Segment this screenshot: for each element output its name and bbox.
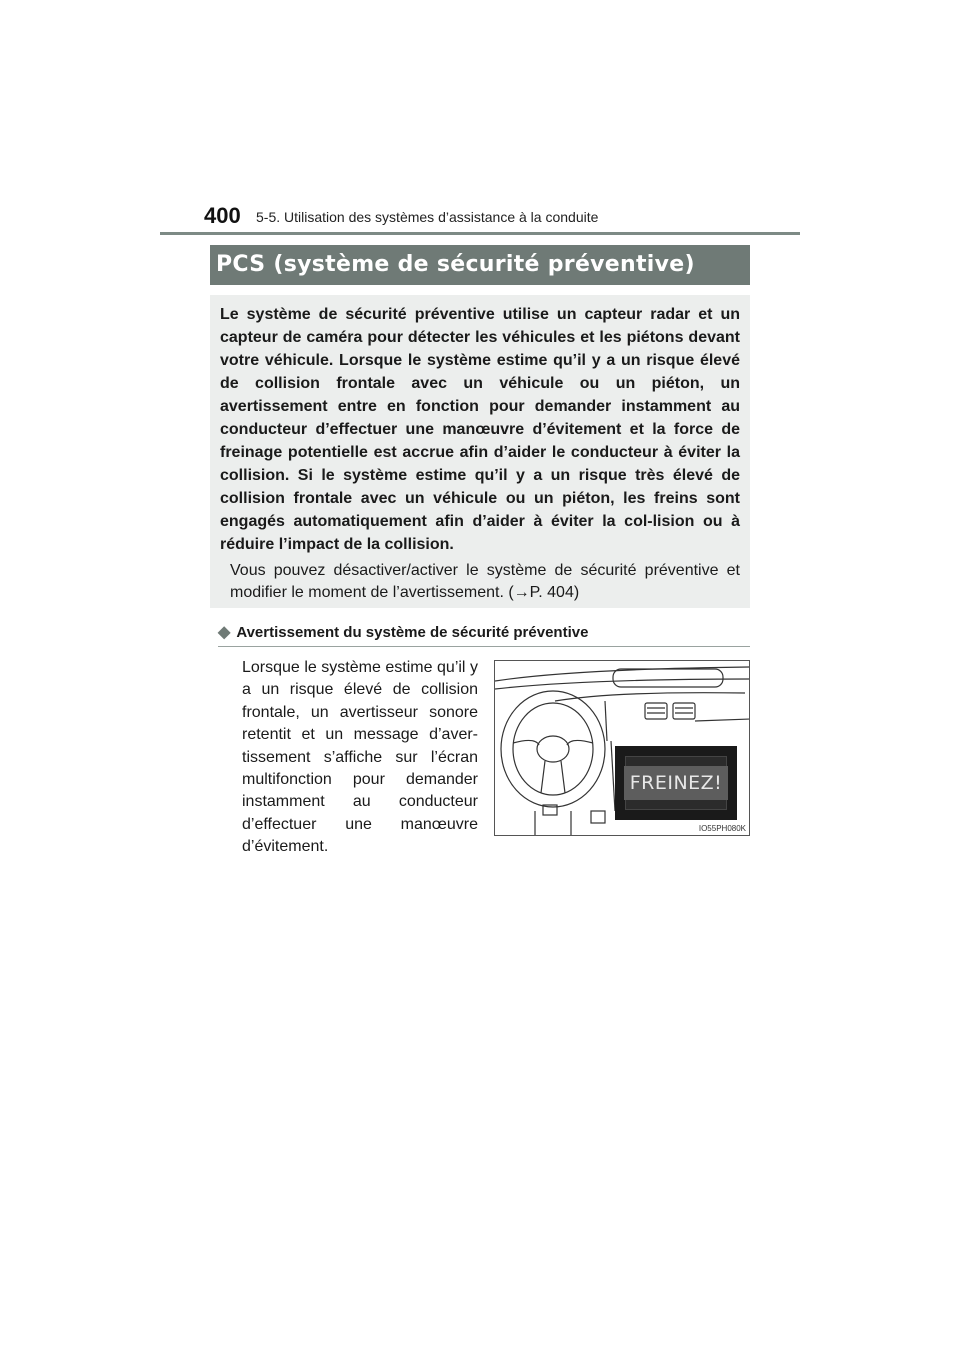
intro-note: Vous pouvez désactiver/activer le système de sécurité préventive et modifier le moment de l’avertissement. (→P. 404) bbox=[230, 562, 740, 601]
figure-code: IO55PH080K bbox=[698, 824, 746, 833]
page-number: 400 bbox=[204, 203, 241, 228]
warning-message: FREINEZ! bbox=[624, 766, 729, 800]
multi-info-display bbox=[615, 746, 737, 820]
intro-text: Le système de sécurité préventive utilise un capteur radar et un capteur de caméra pour détecter les véhicules et les piétons devant votre véhicule. Lorsque le système estime qu’il y a un risque élevé de collision frontale avec un véhicule ou un piéton, un avertissement entre en fonction pour demander instamment au conducteur d’effectuer une manœuvre d’évitement et la force de freinage potentielle est accrue afin d’aider le conducteur à éviter la collision. Si le système estime qu’il y a un risque très élevé de collision frontale avec un véhicule ou un piéton, les freins sont engagés automatiquement afin d’aider à éviter la col-lision ou à réduire l’impact de la collision. bbox=[220, 306, 740, 553]
section-title: PCS (système de sécurité préventive) bbox=[210, 245, 750, 285]
intro-box bbox=[210, 295, 750, 608]
display-screen bbox=[625, 756, 727, 810]
dashboard-illustration bbox=[494, 660, 750, 836]
body-text: Lorsque le système estime qu’il y a un risque élevé de collision frontale, un avertisseur sonore retentit et un message d’aver-tissement s’affiche sur l’écran multifonction pour demander instamment au conducteur d’effectuer une manœuvre d’évitement. bbox=[242, 659, 478, 856]
subsection-heading-text: Avertissement du système de sécurité préventive bbox=[236, 624, 589, 641]
subsection-heading bbox=[218, 622, 750, 647]
diamond-icon: ◆ bbox=[218, 624, 231, 641]
header-rule bbox=[160, 232, 800, 235]
running-head: 5-5. Utilisation des systèmes d’assistance à la conduite bbox=[256, 209, 599, 225]
